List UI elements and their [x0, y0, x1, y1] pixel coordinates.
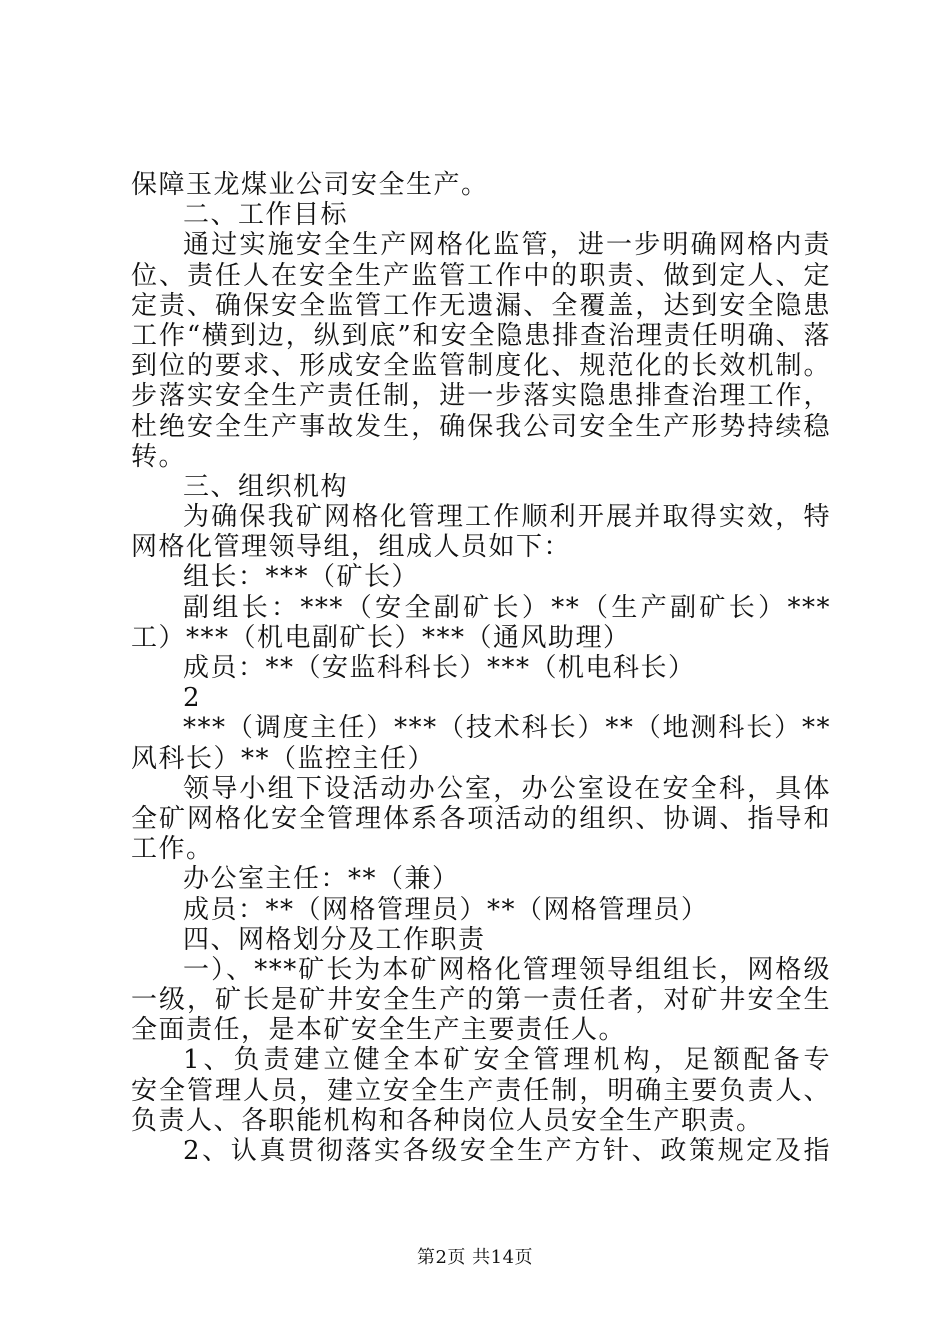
text-line: 副组长：***（安全副矿长）**（生产副矿长）***	[183, 592, 831, 623]
document-body	[131, 170, 831, 1166]
text-line: 风科长）**（监控主任）	[131, 743, 436, 774]
text-line: 通过实施安全生产网格化监管，进一步明确网格内责	[183, 230, 831, 261]
text-line: 工作“横到边，纵到底”和安全隐患排查治理责任明确、落	[131, 320, 831, 351]
text-line: 为确保我矿网格化管理工作顺利开展并取得实效，特	[183, 502, 831, 533]
text-line: 转。	[131, 441, 187, 472]
text-line: 领导小组下设活动办公室，办公室设在安全科，具体	[183, 773, 831, 804]
text-line: 工作。	[131, 834, 214, 865]
text-line: 工）***（机电副矿长）***（通风助理）	[131, 622, 631, 653]
text-line: 组长：***（矿长）	[183, 562, 420, 593]
text-line: 一级，矿长是矿井安全生产的第一责任者，对矿井安全生	[131, 985, 831, 1016]
page-footer: 第2页 共14页	[416, 1247, 534, 1268]
text-line: 四、网格划分及工作职责	[183, 924, 486, 955]
text-line: 三、组织机构	[183, 471, 349, 502]
text-line: 2、认真贯彻落实各级安全生产方针、政策规定及指	[183, 1136, 831, 1166]
text-line: 网格化管理领导组，组成人员如下：	[131, 532, 572, 563]
text-line: 全矿网格化安全管理体系各项活动的组织、协调、指导和	[131, 803, 831, 834]
text-line: 2	[183, 683, 202, 714]
text-line: 定责、确保安全监管工作无遗漏、全覆盖，达到安全隐患	[131, 290, 831, 321]
text-line: 办公室主任：**（兼）	[183, 864, 460, 895]
text-line: 保障玉龙煤业公司安全生产。	[131, 170, 489, 200]
text-line: 安全管理人员，建立安全生产责任制，明确主要负责人、	[131, 1075, 831, 1106]
text-line: 到位的要求、形成安全监管制度化、规范化的长效机制。	[131, 351, 831, 382]
text-line: 负责人、各职能机构和各种岗位人员安全生产职责。	[131, 1105, 764, 1136]
text-line: 全面责任，是本矿安全生产主要责任人。	[131, 1015, 627, 1046]
text-line: 步落实安全生产责任制，进一步落实隐患排查治理工作，	[131, 381, 831, 412]
text-line: 位、责任人在安全生产监管工作中的职责、做到定人、定	[131, 260, 831, 291]
text-line: ***（调度主任）***（技术科长）**（地测科长）**	[183, 713, 831, 744]
text-line: 成员：**（安监科科长）***（机电科长）	[183, 653, 696, 683]
text-line: 杜绝安全生产事故发生，确保我公司安全生产形势持续稳	[131, 411, 831, 442]
text-line: 1、负责建立健全本矿安全管理机构，足额配备专	[183, 1045, 831, 1076]
text-line: 成员：**（网格管理员）**（网格管理员）	[183, 894, 709, 925]
text-line: 一）、***矿长为本矿网格化管理领导组组长，网格级	[183, 954, 831, 985]
text-line: 二、工作目标	[183, 200, 349, 231]
